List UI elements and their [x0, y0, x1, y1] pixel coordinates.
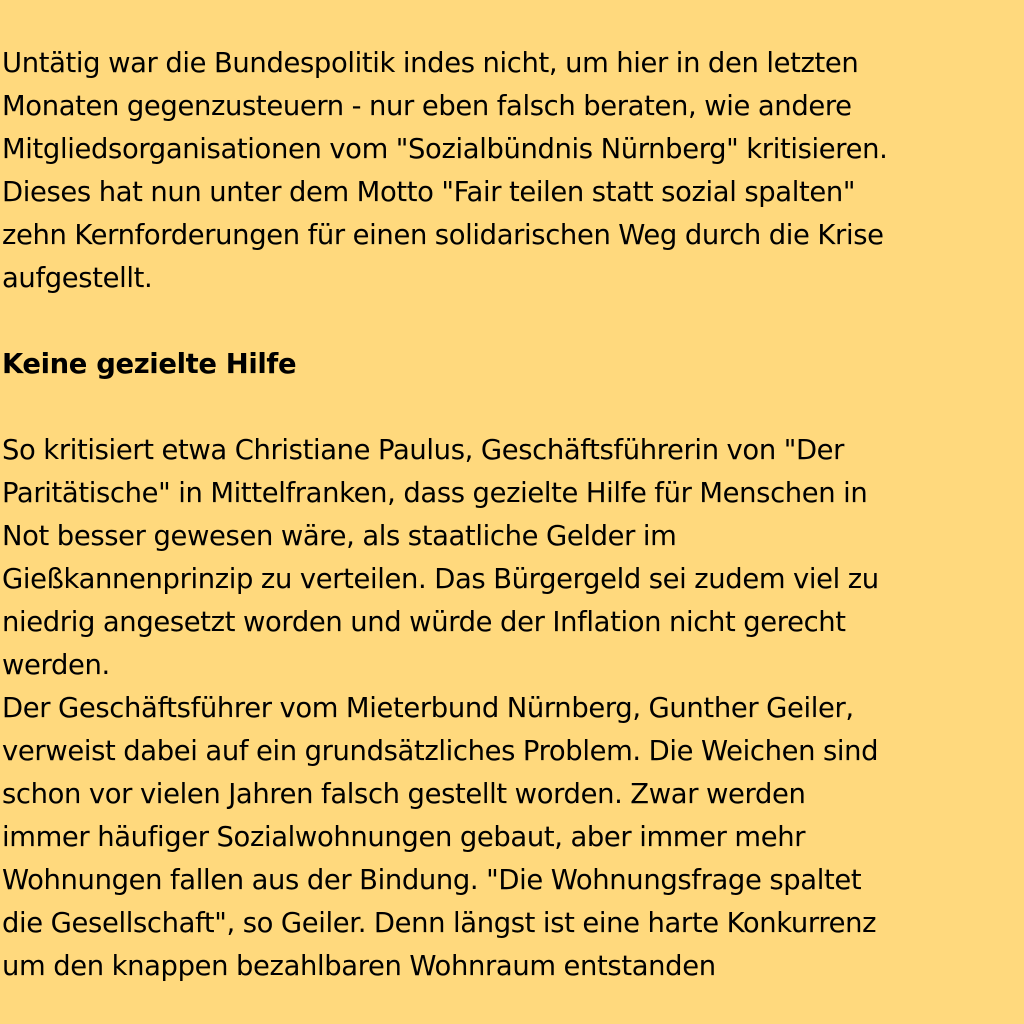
text-line: So kritisiert etwa Christiane Paulus, Geschäftsführerin von "Der	[2, 435, 845, 466]
text-line: Monaten gegenzusteuern - nur eben falsch beraten, wie andere	[2, 91, 852, 122]
text-line: Wohnungen fallen aus der Bindung. "Die Wohnungsfrage spaltet	[2, 865, 862, 896]
text-line: um den knappen bezahlbaren Wohnraum entstanden	[2, 951, 716, 982]
text-line: Mitgliedsorganisationen vom "Sozialbündnis Nürnberg" kritisieren.	[2, 134, 888, 165]
paragraph-paulus	[2, 429, 1024, 687]
text-line: Untätig war die Bundespolitik indes nicht, um hier in den letzten	[2, 48, 859, 79]
text-line: aufgestellt.	[2, 263, 153, 294]
paragraph-spacer	[2, 386, 1024, 429]
text-line: immer häufiger Sozialwohnungen gebaut, aber immer mehr	[2, 822, 806, 853]
text-line: verweist dabei auf ein grundsätzliches Problem. Die Weichen sind	[2, 736, 879, 767]
text-line: Paritätische" in Mittelfranken, dass gezielte Hilfe für Menschen in	[2, 478, 868, 509]
section-heading: Keine gezielte Hilfe	[2, 349, 297, 380]
text-line: werden.	[2, 650, 110, 681]
text-line: zehn Kernforderungen für einen solidarischen Weg durch die Krise	[2, 220, 884, 251]
paragraph-intro	[2, 42, 1024, 300]
paragraph-geiler	[2, 687, 1024, 988]
text-line: Not besser gewesen wäre, als staatliche Gelder im	[2, 521, 677, 552]
text-line: Gießkannenprinzip zu verteilen. Das Bürgergeld sei zudem viel zu	[2, 564, 879, 595]
text-line: Der Geschäftsführer vom Mieterbund Nürnberg, Gunther Geiler,	[2, 693, 854, 724]
paragraph-spacer	[2, 300, 1024, 343]
text-line: die Gesellschaft", so Geiler. Denn längst ist eine harte Konkurrenz	[2, 908, 877, 939]
text-line: niedrig angesetzt worden und würde der Inflation nicht gerecht	[2, 607, 846, 638]
text-line: Dieses hat nun unter dem Motto "Fair teilen statt sozial spalten"	[2, 177, 856, 208]
text-line: schon vor vielen Jahren falsch gestellt worden. Zwar werden	[2, 779, 806, 810]
